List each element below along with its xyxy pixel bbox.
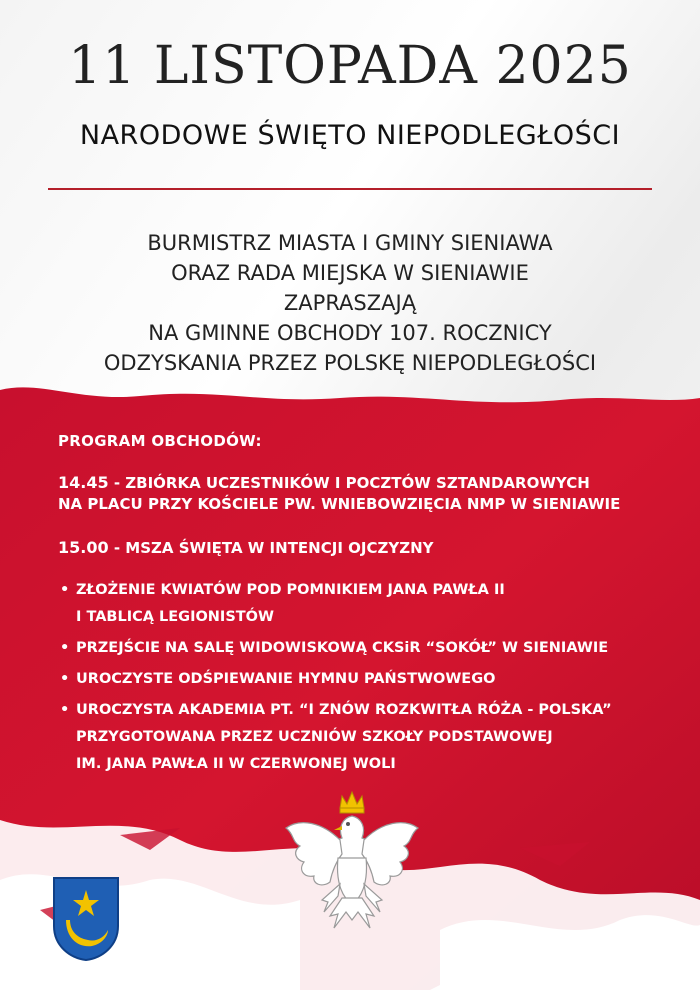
program-heading: PROGRAM OBCHODÓW: [58,432,262,450]
invitation-line: ODZYSKANIA PRZEZ POLSKĘ NIEPODLEGŁOŚCI [103,351,597,375]
program-text: - ZBIÓRKA UCZESTNIKÓW I POCZTÓW SZTANDAROWYCH [108,474,590,492]
invitation-line: NA GMINNE OBCHODY 107. ROCZNICY [148,321,552,345]
list-item [58,666,678,693]
program-text: - MSZA ŚWIĘTA W INTENCJI OJCZYZNY [108,539,434,557]
white-eagle-icon [282,788,422,938]
bullet-text: UROCZYSTA AKADEMIA PT. “I ZNÓW ROZKWITŁA RÓŻA - POLSKA” [76,702,612,718]
event-date-title: 11 LISTOPADA 2025 [68,36,632,96]
list-item [58,577,678,631]
list-item [58,697,678,778]
program-item [58,472,678,515]
bullet-text: UROCZYSTE ODŚPIEWANIE HYMNU PAŃSTWOWEGO [76,671,496,687]
bullet-text: I TABLICĄ LEGIONISTÓW [76,609,274,625]
holiday-subtitle: NARODOWE ŚWIĘTO NIEPODLEGŁOŚCI [79,120,621,151]
sieniawa-coat-of-arms-icon [52,876,120,962]
program-time: 14.45 [58,473,109,492]
bullet-text: PRZEJŚCIE NA SALĘ WIDOWISKOWĄ CKSiR “SOKÓŁ” W SIENIAWIE [76,640,609,656]
invitation-text [0,228,700,378]
program-bullet-list [58,577,678,778]
program-item [58,537,678,559]
bullet-text: IM. JANA PAWŁA II W CZERWONEJ WOLI [76,756,396,772]
divider-line [48,188,652,190]
program-text: NA PLACU PRZY KOŚCIELE PW. WNIEBOWZIĘCIA NMP W SIENIAWIE [58,495,621,513]
invitation-line: ZAPRASZAJĄ [283,291,417,315]
invitation-line: ORAZ RADA MIEJSKA W SIENIAWIE [171,261,529,285]
list-item [58,635,678,662]
bullet-text: PRZYGOTOWANA PRZEZ UCZNIÓW SZKOŁY PODSTAWOWEJ [76,729,553,745]
bullet-text: ZŁOŻENIE KWIATÓW POD POMNIKIEM JANA PAWŁA II [76,582,505,598]
program-section [58,432,678,782]
invitation-line: BURMISTRZ MIASTA I GMINY SIENIAWA [147,231,553,255]
program-time: 15.00 [58,538,109,557]
